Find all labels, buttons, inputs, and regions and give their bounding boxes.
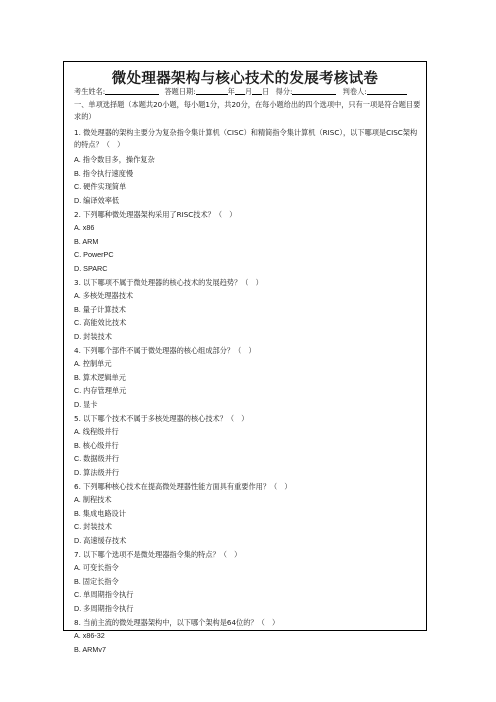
month-blank[interactable] [235,86,245,95]
answer-option[interactable]: B. 固定长指令 [74,576,119,586]
answer-option[interactable]: C. 数据级并行 [74,454,120,464]
answer-option[interactable]: B. 指令执行速度慢 [74,168,134,178]
answer-option[interactable]: C. PowerPC [74,250,114,260]
question-text: 3. 以下哪项不属于微处理器的核心技术的发展趋势？（ ） [74,277,263,287]
answer-option[interactable]: D. 算法级并行 [74,468,120,477]
date-label: 答题日期: [164,87,196,96]
answer-option[interactable]: B. ARM [74,236,99,246]
question-text: 2. 下列哪种微处理器架构采用了RISC技术？（ ） [74,209,237,219]
answer-option[interactable]: C. 单周期指令执行 [74,590,134,600]
score-blank[interactable] [292,86,336,95]
answer-option[interactable]: A. x86-32 [74,631,105,641]
year-label: 年 [227,87,235,96]
answer-option[interactable]: B. 核心级并行 [74,440,119,450]
answer-option[interactable]: B. ARMv7 [74,644,106,654]
answer-option[interactable]: B. 算术逻辑单元 [74,372,126,382]
name-label: 考生姓名: [74,87,106,96]
answer-option[interactable]: D. 编译效率低 [74,196,120,205]
exam-title: 微处理器架构与核心技术的发展考核试卷 [111,71,379,87]
grader-blank[interactable] [367,86,407,95]
question-text: 8. 当前主流的微处理器架构中，以下哪个架构是64位的？（ ） [74,617,280,627]
answer-option[interactable]: B. 量子计算技术 [74,304,126,314]
answer-option[interactable]: D. 显卡 [74,400,98,409]
answer-option[interactable]: A. 控制单元 [74,359,112,369]
year-blank[interactable] [196,86,228,95]
answer-option[interactable]: C. 内存管理单元 [74,386,127,396]
question-text: 6. 下列哪种核心技术在提高微处理器性能方面具有重要作用？（ ） [74,481,292,491]
question-text: 5. 以下哪个技术不属于多核处理器的核心技术？（ ） [74,413,249,423]
answer-option[interactable]: C. 封装技术 [74,522,112,532]
answer-option[interactable]: C. 高能效比技术 [74,318,127,328]
answer-option[interactable]: D. 高速缓存技术 [74,536,127,545]
exam-header [74,86,407,98]
answer-option[interactable]: A. 多核处理器技术 [74,291,134,301]
answer-option[interactable]: D. 多周期指令执行 [74,604,134,613]
answer-option[interactable]: D. 封装技术 [74,332,112,341]
grader-label: 判卷人: [342,87,367,96]
name-blank[interactable] [105,86,159,95]
answer-option[interactable]: A. 可变长指令 [74,563,119,573]
question-text: 1. 微处理器的架构主要分为复杂指令集计算机（CISC）和精简指令集计算机（RISC），以下哪项是CISC架构的特点？（ ） [74,128,418,149]
question-text: 4. 下列哪个部件不属于微处理器的核心组成部分？（ ） [74,345,256,355]
answer-option[interactable]: D. SPARC [74,264,108,273]
answer-option[interactable]: C. 硬件实现简单 [74,182,127,192]
answer-option[interactable]: A. 制程技术 [74,495,112,505]
answer-option[interactable]: B. 集成电路设计 [74,508,126,518]
month-label: 月 [244,87,253,96]
instructions: 一、单项选择题（本题共20小题，每小题1分，共20分，在每小题给出的四个选项中，只有一项是符合题目要求的） [74,100,421,121]
answer-option[interactable]: A. 线程级并行 [74,427,119,437]
answer-option[interactable]: A. x86 [74,223,95,233]
answer-option[interactable]: A. 指令数目多，操作复杂 [74,155,155,165]
day-label: 日 [262,87,270,96]
question-text: 7. 以下哪个选项不是微处理器指令集的特点？（ ） [74,549,242,559]
score-label: 得分: [275,87,293,96]
day-blank[interactable] [252,86,262,95]
